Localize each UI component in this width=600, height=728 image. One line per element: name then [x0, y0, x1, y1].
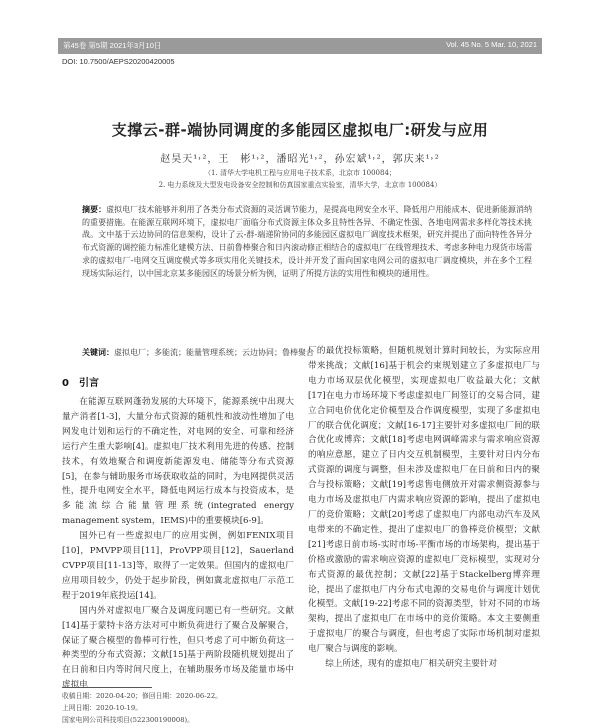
keywords-text: 虚拟电厂；多能流；能量管理系统；云边协同；鲁棒聚合 [114, 348, 314, 357]
footnote-divider [62, 687, 152, 688]
abstract-text: 虚拟电厂技术能够并利用了各类分布式资源的灵活调节能力，是提高电网安全水平、降低用户用能成本、促进新能源消纳的重要措施。在能源互联网环境下，虚拟电厂面临分布式资源主体众多且特性各异、不确定性强、各地电网需求多样化等技术挑战。文中基于云边协同的信息架构，设计了云-群-端递阶协同的多能园区虚拟电厂调度技术框架，研究并提出了面向特性各异分布式资源的调控能力标准化建模方法、日前鲁棒聚合和日内滚动修正相结合的虚拟电厂在线管理技术、考虑多种电力现货市场需求的虚拟电厂-电网交互调度模式等多项实用化关键技术，设计并开发了面向国家电网公司的虚拟电厂调度模块，并在多个工程现场实际运行，以中国北京某多能园区的场景分析为例，证明了所提方法的实用性和模块的通用性。 [82, 205, 532, 278]
left-column [62, 395, 294, 691]
issue-info-right: Vol. 45 No. 5 Mar. 10, 2021 [446, 40, 537, 49]
footnote-funding: 国家电网公司科技项目(522300190008)。 [62, 716, 194, 724]
affiliation-2: 2. 电力系统及大型发电设备安全控制和仿真国家重点实验室，清华大学，北京市 100084） [158, 181, 442, 189]
affiliation-1: （1. 清华大学电机工程与应用电子技术系，北京市 100084； [204, 169, 396, 177]
abstract-label: 摘要： [82, 205, 107, 214]
paragraph: 综上所述，现有的虚拟电厂相关研究主要针对 [325, 659, 498, 670]
paragraph: 国内外对虚拟电厂聚合及调度问题已有一些研究。文献[14]基于蒙特卡洛方法对可中断负荷进行了聚合及解聚合，保证了聚合模型的鲁棒可行性，但只考虑了可中断负荷这一种类型的分布式资源；文献[15]基于两阶段随机规划提出了在日前和日内等时间尺度上，在辅助服务市场及能量市场中虚拟电 [62, 605, 294, 691]
paragraph: 国外已有一些虚拟电厂的应用实例，例如FENIX项目[10]，PMVPP项目[11]，ProVPP项目[12]，Sauerland CVPP项目[11-13]等，取得了一定效果。但国内的虚拟电厂应用项目较少，仍处于起步阶段，例如冀北虚拟电厂示范工程于2019年底投运[14]。 [62, 531, 294, 601]
keywords-label: 关键词： [82, 348, 114, 357]
section-heading-introduction: 0 引言 [62, 378, 99, 389]
paragraph: 在能源互联网蓬勃发展的大环境下，能源系统中出现大量产消者[1-3]，大量分布式资源的随机性和波动性增加了电网发电计划和运行的不确定性，对电网的安全、可靠和经济运行产生重大影响[4]。虚拟电厂技术利用先进的传感、控制技术，有效地聚合和调度新能源发电、储能等分布式资源[5]，在参与辅助服务市场获取收益的同时，为电网提供灵活性，提升电网安全水平，降低电网运行成本与投资成本，是多能流综合能量管理系统(integrated energy management system，IEMS)中的重要模块[6-9]。 [62, 397, 294, 527]
footnote-online-date: 上网日期：2020-10-19。 [62, 704, 142, 712]
paragraph: 厂的最优投标策略，但随机规划计算时间较长，为实际应用带来挑战；文献[16]基于机会约束规划建立了多虚拟电厂与电力市场双层优化模型，实现虚拟电厂收益最大化；文献[17]在电力市场环境下考虑虚拟电厂间签订的交易合同，建立合同电价优化定价模型及合作调度模型，实现了多虚拟电厂的联合优化调度；文献[16-17]主要针对多虚拟电厂间的联合优化或博弈；文献[18]考虑电网调峰需求与需求响应资源的响应意愿，建立了日内交互机制模型，主要针对日内分布式资源的调度与调整，但未涉及虚拟电厂在日前和日内的聚合与投标策略；文献[19]考虑售电侧放开对需求侧资源参与电力市场及虚拟电厂内需求响应资源的影响，提出了虚拟电厂的竞价策略；文献[20]考虑了虚拟电厂内部电动汽车及风电带来的不确定性，提出了虚拟电厂的鲁棒竞价模型；文献[21]考虑日前市场-实时市场-平衡市场的市场架构，提出基于价格或激励的需求响应资源的虚拟电厂竞标模型，实现对分布式资源的最优控制；文献[22]基于Stackelberg博弈理论，提出了虚拟电厂内分布式电源的交易电价与调度计划优化模型。文献[19-22]考虑不同的资源类型，针对不同的市场架构，提出了虚拟电厂在市场中的竞价策略。本文主要侧重于虚拟电厂的聚合与调度，但也考虑了实际市场机制对虚拟电厂聚合与调度的影响。 [308, 346, 540, 655]
paper-title: 支撑云-群-端协同调度的多能园区虚拟电厂:研发与应用 [111, 121, 489, 139]
footnote-received-date: 收稿日期：2020-04-20；修回日期：2020-06-22。 [62, 692, 222, 700]
abstract [82, 204, 532, 280]
author-list: 赵昊天¹˒²，王 彬¹˒²，潘昭光¹˒²，孙宏斌¹˒²，郭庆来¹˒² [160, 154, 440, 165]
issue-info-left: 第45卷 第5期 2021年3月10日 [63, 41, 162, 50]
doi[interactable]: DOI: 10.7500/AEPS20200420005 [62, 57, 175, 66]
right-column [308, 344, 540, 728]
journal-header-bar [58, 38, 542, 54]
